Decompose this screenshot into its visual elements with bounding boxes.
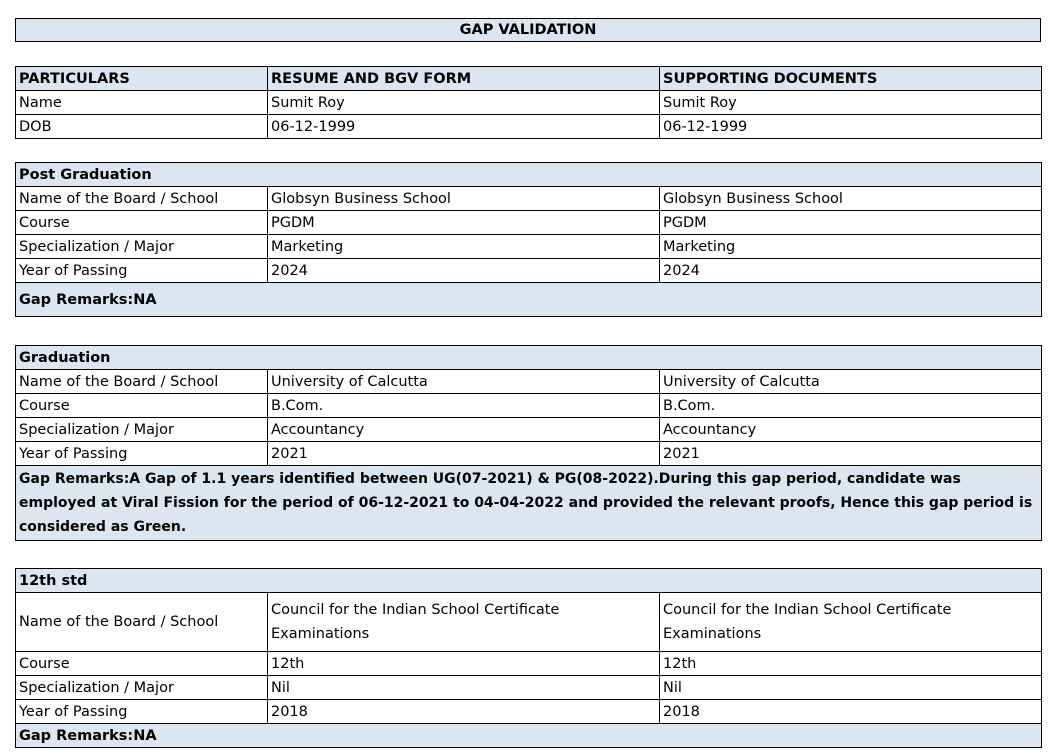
docs-value: 06-12-1999 — [660, 115, 1042, 139]
table-row — [16, 700, 1042, 724]
resume-value: PGDM — [268, 211, 660, 235]
row-label: Name of the Board / School — [16, 187, 268, 211]
table-row — [16, 442, 1042, 466]
gap-remarks: Gap Remarks:A Gap of 1.1 years identified between UG(07-2021) & PG(08-2022).During this gap period, candidate was employed at Viral Fission for the period of 06-12-2021 to 04-04-2022 and provided the relevant proofs, Hence this gap period is considered as Green. — [16, 466, 1042, 541]
resume-value: 06-12-1999 — [268, 115, 660, 139]
docs-value: Globsyn Business School — [660, 187, 1042, 211]
row-label: Year of Passing — [16, 442, 268, 466]
graduation-table — [15, 345, 1042, 541]
resume-value: Accountancy — [268, 418, 660, 442]
resume-value: University of Calcutta — [268, 370, 660, 394]
table-row — [16, 418, 1042, 442]
docs-value: PGDM — [660, 211, 1042, 235]
gap-remarks: Gap Remarks:NA — [16, 283, 1042, 317]
table-row — [16, 652, 1042, 676]
personal-details-table — [15, 66, 1042, 139]
row-label: Specialization / Major — [16, 418, 268, 442]
docs-value: B.Com. — [660, 394, 1042, 418]
row-label: Name — [16, 91, 268, 115]
resume-value: Globsyn Business School — [268, 187, 660, 211]
table-row — [16, 394, 1042, 418]
table-row — [16, 259, 1042, 283]
docs-value: Accountancy — [660, 418, 1042, 442]
resume-value: 2018 — [268, 700, 660, 724]
row-label: Name of the Board / School — [16, 370, 268, 394]
row-label: Specialization / Major — [16, 676, 268, 700]
twelfth-std-table — [15, 568, 1042, 748]
section-title: Graduation — [16, 346, 1042, 370]
table-row — [16, 187, 1042, 211]
resume-value: Sumit Roy — [268, 91, 660, 115]
resume-value: Marketing — [268, 235, 660, 259]
docs-value: University of Calcutta — [660, 370, 1042, 394]
gap-remarks-row — [16, 724, 1042, 748]
table-row — [16, 211, 1042, 235]
resume-value: B.Com. — [268, 394, 660, 418]
resume-value: 2024 — [268, 259, 660, 283]
table-row — [16, 91, 1042, 115]
gap-remarks-row — [16, 283, 1042, 317]
docs-value: 2024 — [660, 259, 1042, 283]
resume-value: Nil — [268, 676, 660, 700]
resume-value: 12th — [268, 652, 660, 676]
header-resume: RESUME AND BGV FORM — [268, 67, 660, 91]
row-label: DOB — [16, 115, 268, 139]
section-title-row — [16, 163, 1042, 187]
page-title: GAP VALIDATION — [15, 18, 1041, 42]
post-graduation-table — [15, 162, 1042, 317]
resume-value: Council for the Indian School Certificate Examinations — [268, 593, 660, 652]
row-label: Year of Passing — [16, 259, 268, 283]
docs-value: 2018 — [660, 700, 1042, 724]
docs-value: Marketing — [660, 235, 1042, 259]
table-row — [16, 370, 1042, 394]
docs-value: 2021 — [660, 442, 1042, 466]
table-header-row — [16, 67, 1042, 91]
table-row — [16, 593, 1042, 652]
row-label: Course — [16, 652, 268, 676]
gap-remarks: Gap Remarks:NA — [16, 724, 1042, 748]
table-row — [16, 115, 1042, 139]
docs-value: 12th — [660, 652, 1042, 676]
row-label: Year of Passing — [16, 700, 268, 724]
section-title-row — [16, 346, 1042, 370]
row-label: Specialization / Major — [16, 235, 268, 259]
section-title: Post Graduation — [16, 163, 1042, 187]
docs-value: Council for the Indian School Certificate Examinations — [660, 593, 1042, 652]
row-label: Course — [16, 211, 268, 235]
docs-value: Sumit Roy — [660, 91, 1042, 115]
section-title: 12th std — [16, 569, 1042, 593]
row-label: Name of the Board / School — [16, 593, 268, 652]
table-row — [16, 235, 1042, 259]
row-label: Course — [16, 394, 268, 418]
table-row — [16, 676, 1042, 700]
header-supporting-docs: SUPPORTING DOCUMENTS — [660, 67, 1042, 91]
header-particulars: PARTICULARS — [16, 67, 268, 91]
gap-remarks-row — [16, 466, 1042, 541]
docs-value: Nil — [660, 676, 1042, 700]
section-title-row — [16, 569, 1042, 593]
resume-value: 2021 — [268, 442, 660, 466]
